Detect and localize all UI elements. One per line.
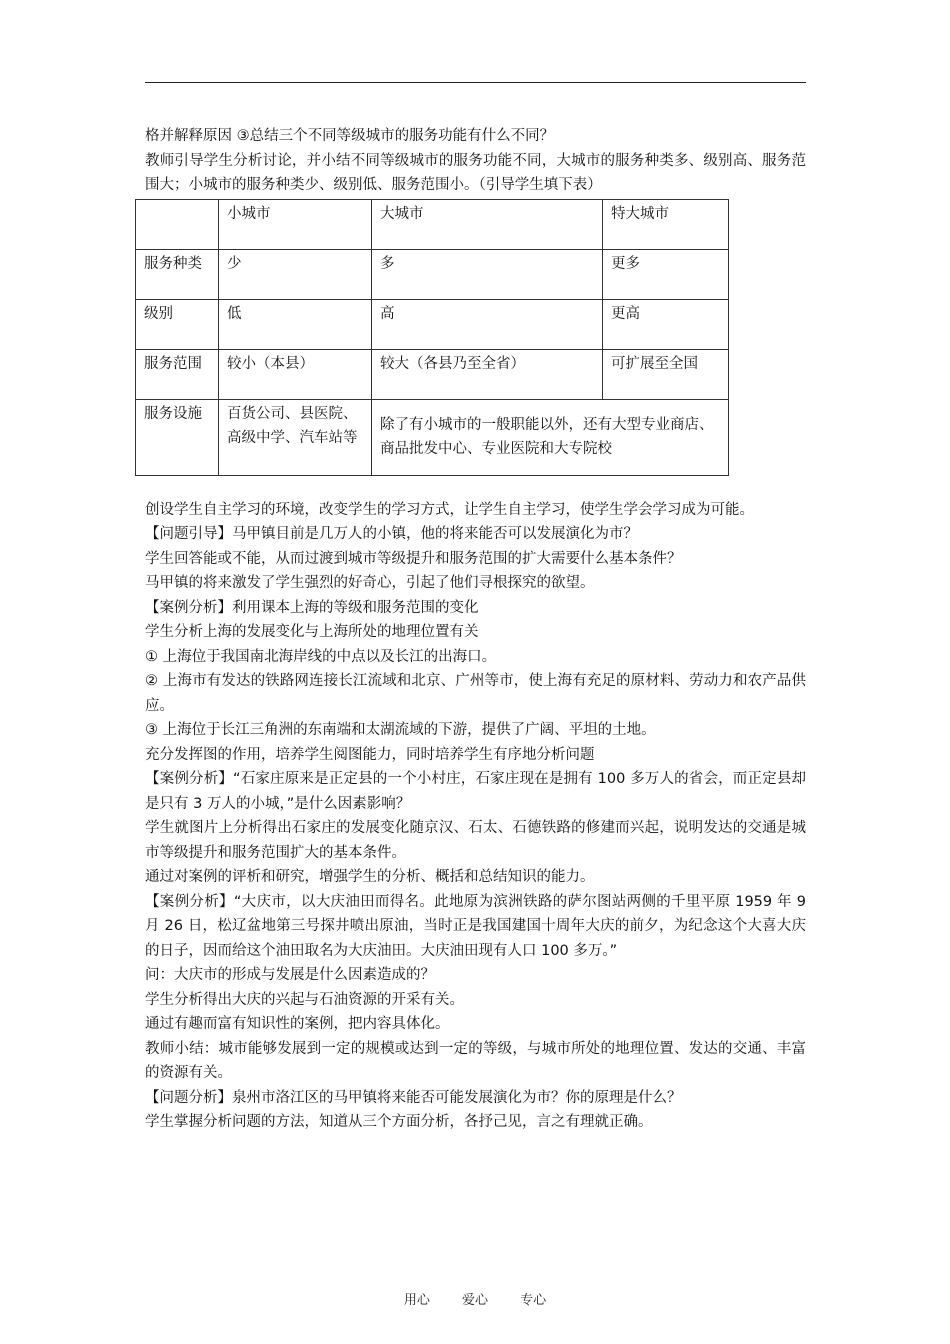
paragraph: 【案例分析】“大庆市，以大庆油田而得名。此地原为滨洲铁路的萨尔图站两侧的千里平原 1959 年 9 月 26 日，松辽盆地第三号探井喷出原油，当时正是我国建国十周年大庆的前夕，为纪念这个大喜大庆的日子，因而给这个油田取名为大庆油田。大庆油田现有人口 100 多万。” xyxy=(145,893,806,959)
paragraph: 学生掌握分析问题的方法，知道从三个方面分析，各抒己见，言之有理就正确。 xyxy=(145,1114,653,1130)
paragraph: 学生分析上海的发展变化与上海所处的地理位置有关 xyxy=(145,624,479,640)
footer-word: 用心 xyxy=(403,1293,430,1308)
paragraph: 【问题分析】泉州市洛江区的马甲镇将来能否可能发展演化为市？你的原理是什么？ xyxy=(145,1089,682,1106)
row-label: 服务种类 xyxy=(136,249,219,299)
footer-word: 爱心 xyxy=(461,1293,488,1308)
row-label: 服务范围 xyxy=(136,349,219,399)
footer-word: 专心 xyxy=(520,1293,547,1308)
table-row xyxy=(136,349,729,399)
intro-line: 格并解释原因 ③总结三个不同等级城市的服务功能有什么不同？ xyxy=(145,128,555,144)
paragraph: 【问题引导】马甲镇目前是几万人的小镇，他的将来能否可以发展演化为市？ xyxy=(145,526,638,542)
paragraph: ② 上海市有发达的铁路网连接长江流域和北京、广州等市，使上海有充足的原材料、劳动力和农产品供应。 xyxy=(145,673,806,714)
header-rule xyxy=(145,82,806,83)
paragraph: 问：大庆市的形成与发展是什么因素造成的？ xyxy=(145,967,435,983)
table-cell: 高 xyxy=(372,299,603,349)
paragraph: 【案例分析】“石家庄原来是正定县的一个小村庄，石家庄现在是拥有 100 多万人的省会，而正定县却是只有 3 万人的小城，”是什么因素影响？ xyxy=(145,771,806,812)
table-cell: 百货公司、县医院、高级中学、汽车站等 xyxy=(219,399,372,475)
paragraph: 【案例分析】利用课本上海的等级和服务范围的变化 xyxy=(145,599,479,616)
paragraph: 充分发挥图的作用，培养学生阅图能力，同时培养学生有序地分析问题 xyxy=(145,746,595,763)
paragraph: 创设学生自主学习的环境，改变学生的学习方式，让学生自主学习，使学生学会学习成为可能。 xyxy=(145,501,754,518)
table-cell: 更多 xyxy=(603,249,729,299)
paragraph: 教师小结：城市能够发展到一定的规模或达到一定的等级，与城市所处的地理位置、发达的交通、丰富的资源有关。 xyxy=(145,1040,806,1081)
table-cell: 更高 xyxy=(603,299,729,349)
table-header-row xyxy=(136,199,729,249)
table-row xyxy=(136,299,729,349)
page-footer xyxy=(0,1289,950,1308)
table-cell-merged: 除了有小城市的一般职能以外，还有大型专业商店、商品批发中心、专业医院和大专院校 xyxy=(372,399,729,475)
table-cell: 可扩展至全国 xyxy=(603,349,729,399)
table-cell: 较小（本县） xyxy=(219,349,372,399)
row-label: 级别 xyxy=(136,299,219,349)
intro-line: 教师引导学生分析讨论，并小结不同等级城市的服务功能不同，大城市的服务种类多、级别高、服务范围大；小城市的服务种类少、级别低、服务范围小。（引导学生填下表） xyxy=(145,152,806,193)
document-body xyxy=(145,124,806,1135)
paragraph: ③ 上海位于长江三角洲的东南端和太湖流域的下游，提供了广阔、平坦的土地。 xyxy=(145,722,656,738)
table-row xyxy=(136,399,729,475)
table-header-cell: 大城市 xyxy=(372,199,603,249)
row-label: 服务设施 xyxy=(136,399,219,475)
table-cell: 较大（各县乃至全省） xyxy=(372,349,603,399)
paragraph: ① 上海位于我国南北海岸线的中点以及长江的出海口。 xyxy=(145,648,497,665)
table-row xyxy=(136,249,729,299)
table-cell: 多 xyxy=(372,249,603,299)
paragraph: 学生回答能或不能，从而过渡到城市等级提升和服务范围的扩大需要什么基本条件？ xyxy=(145,550,682,567)
table-header-cell: 特大城市 xyxy=(603,199,729,249)
table-cell: 低 xyxy=(219,299,372,349)
paragraph: 学生就图片上分析得出石家庄的发展变化随京汉、石太、石德铁路的修建而兴起，说明发达的交通是城市等级提升和服务范围扩大的基本条件。 xyxy=(145,820,806,861)
table-header-cell: 小城市 xyxy=(219,199,372,249)
city-service-table xyxy=(135,199,729,476)
table-cell: 少 xyxy=(219,249,372,299)
table-header-cell xyxy=(136,199,219,249)
paragraph: 学生分析得出大庆的兴起与石油资源的开采有关。 xyxy=(145,991,464,1008)
paragraph: 通过对案例的评析和研究，增强学生的分析、概括和总结知识的能力。 xyxy=(145,869,595,885)
paragraph: 通过有趣而富有知识性的案例，把内容具体化。 xyxy=(145,1016,450,1032)
paragraph: 马甲镇的将来激发了学生强烈的好奇心，引起了他们寻根探究的欲望。 xyxy=(145,575,595,591)
